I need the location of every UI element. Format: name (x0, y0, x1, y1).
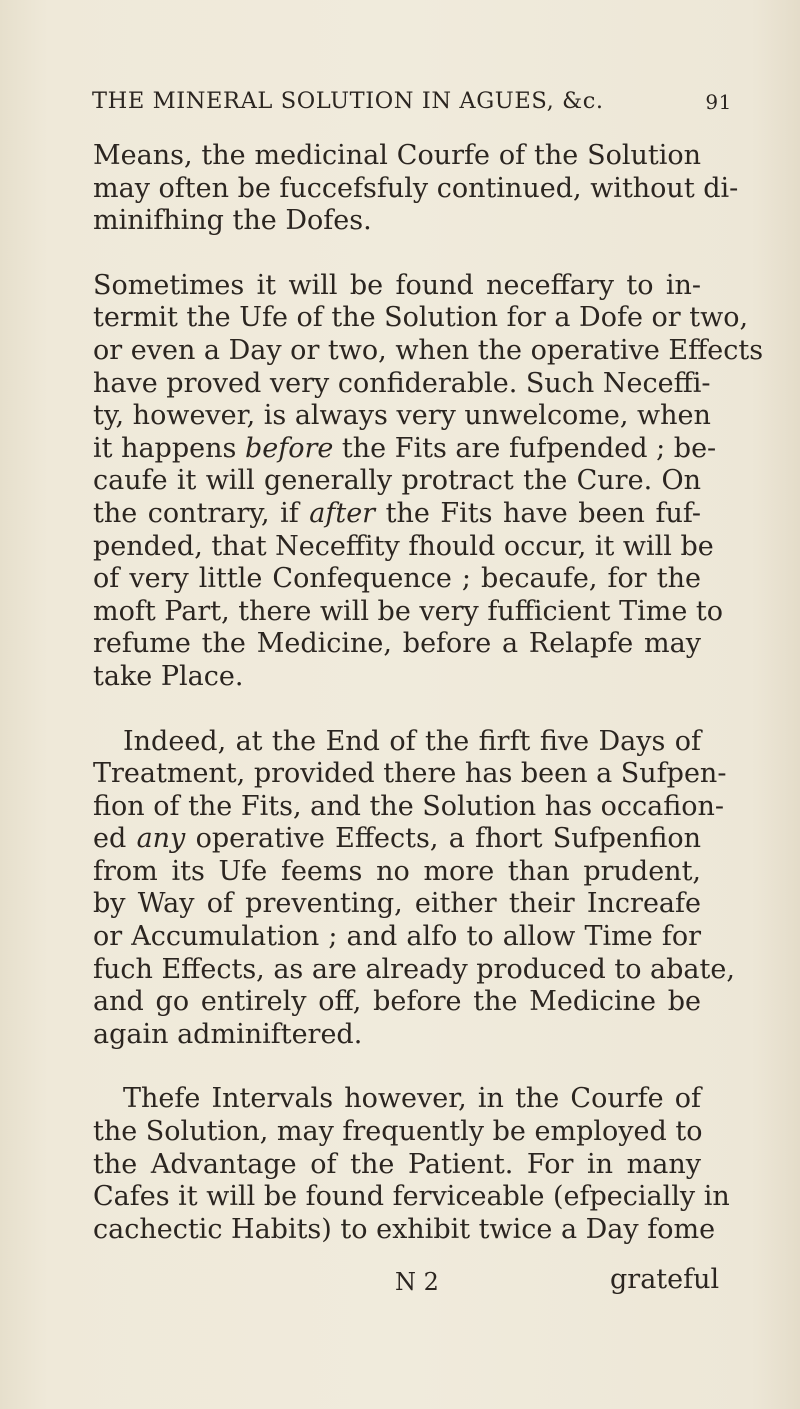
text-line: the Solution, may frequently be employed to (93, 1116, 703, 1148)
paragraph-1 (93, 140, 739, 238)
text-line: the contrary, if after the Fits have been fuf- (93, 497, 701, 529)
text-line: it happens before the Fits are fufpended ; be- (93, 432, 717, 464)
text-line: termit the Ufe of the Solution for a Dofe or two, (93, 302, 749, 334)
text-line: pended, that Neceffity fhould occur, it will be (93, 530, 714, 562)
text-line: or Accumulation ; and alfo to allow Time for (93, 921, 701, 953)
text-line: of very little Confequence ; becaufe, for the (93, 563, 701, 595)
running-title: THE MINERAL SOLUTION IN AGUES, &c. (92, 88, 604, 114)
text-line: Cafes it will be found ferviceable (efpecially in (93, 1181, 730, 1213)
body-text (93, 140, 764, 1246)
text-line: Means, the medicinal Courfe of the Solution (93, 140, 701, 171)
text-line: have proved very confiderable. Such Neceffi- (93, 367, 711, 399)
text-line: refume the Medicine, before a Relapfe may (93, 628, 701, 660)
text-line: fuch Effects, as are already produced to abate, (93, 953, 735, 985)
text-line: from its Ufe feems no more than prudent, (93, 855, 701, 887)
text-line: take Place. (93, 660, 244, 692)
text-line: caufe it will generally protract the Cure. On (93, 465, 701, 497)
paragraph-2 (93, 269, 764, 694)
text-line: by Way of preventing, either their Increafe (93, 888, 701, 920)
page-number: 91 (705, 90, 732, 114)
catchword: grateful (610, 1264, 720, 1295)
text-line: again adminiftered. (93, 1018, 363, 1050)
text-line: fion of the Fits, and the Solution has occafion- (93, 790, 725, 822)
text-line: Sometimes it will be found neceffary to in- (93, 269, 701, 301)
text-line: Thefe Intervals however, in the Courfe of (123, 1083, 701, 1115)
text-line: may often be fuccefsfuly continued, without di- (93, 172, 739, 204)
text-line: cachectic Habits) to exhibit twice a Day fome (93, 1213, 716, 1245)
paragraph-4 (93, 1083, 730, 1246)
text-line: ty, however, is always very unwelcome, when (93, 400, 711, 432)
paragraph-3 (93, 725, 735, 1052)
text-line: Treatment, provided there has been a Sufpen- (93, 758, 727, 790)
text-line: or even a Day or two, when the operative Effects (93, 334, 764, 366)
signature-mark: N 2 (395, 1268, 439, 1296)
text-line: ed any operative Effects, a fhort Sufpenfion (93, 823, 701, 855)
text-line: moft Part, there will be very fufficient Time to (93, 595, 724, 627)
text-line: and go entirely off, before the Medicine be (93, 986, 701, 1018)
text-line: Indeed, at the End of the firft five Days of (123, 725, 701, 757)
running-header (92, 88, 732, 114)
text-line: the Advantage of the Patient. For in many (93, 1148, 701, 1180)
text-line: minifhing the Dofes. (93, 205, 372, 237)
